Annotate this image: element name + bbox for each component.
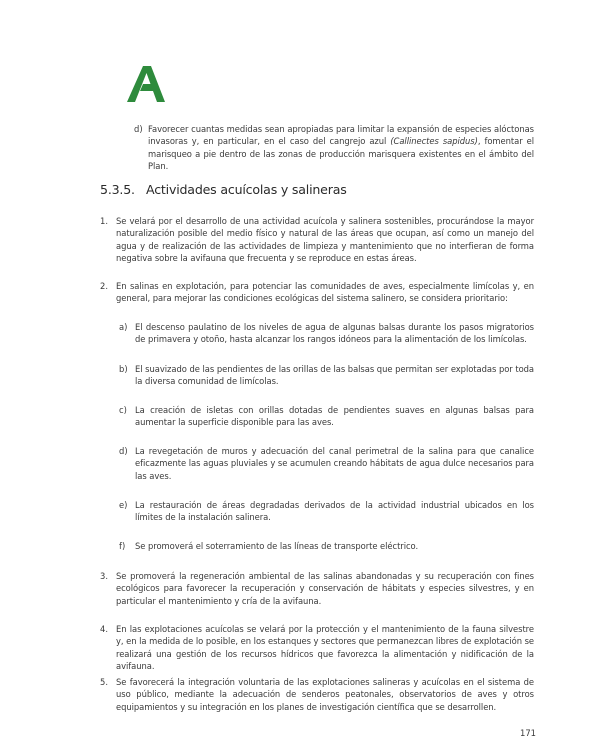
subitem-b-text: El suavizado de las pendientes de las orillas de las balsas que permitan ser explotadas por toda la diversa comunidad de limícolas. bbox=[135, 364, 534, 387]
subitem-f-marker: f) bbox=[119, 541, 126, 551]
item-1-text: Se velará por el desarrollo de una actividad acuícola y salinera sostenibles, procurándose la mayor naturalización posible del medio físico y natural de las áreas que ocupan, así como un manejo del agua y de realización de las actividades de limpieza y mantenimiento que no interfieran de forma negativa sobre la avifauna que frecuenta y se reproduce en estas áreas. bbox=[116, 216, 534, 264]
item-5-marker: 5. bbox=[100, 677, 108, 687]
item-1-marker: 1. bbox=[100, 216, 108, 226]
junta-andalucia-logo-icon bbox=[126, 64, 166, 104]
item-4-marker: 4. bbox=[100, 624, 108, 634]
item-5-text: Se favorecerá la integración voluntaria de las explotaciones salineras y acuícolas en el sistema de uso público, mediante la adecuación de senderos peatonales, observatorios de aves y otros equipamientos y su integración en los planes de investigación científica que se desarrollen. bbox=[116, 677, 534, 712]
subitem-c-marker: c) bbox=[119, 405, 127, 415]
subitem-b-marker: b) bbox=[119, 364, 128, 374]
section-title: Actividades acuícolas y salineras bbox=[146, 182, 347, 197]
subitem-d-marker: d) bbox=[119, 446, 128, 456]
subitem-e-marker: e) bbox=[119, 500, 128, 510]
item-3-marker: 3. bbox=[100, 571, 108, 581]
item-4-text: En las explotaciones acuícolas se velará por la protección y el mantenimiento de la fauna silvestre y, en la medida de lo posible, en los estanques y sectores que permanezcan libres de explotación se realizará una gestión de los recursos hídricos que favorezca la alimentación y nidificación de la avifauna. bbox=[116, 624, 534, 672]
item-d-top-text: Favorecer cuantas medidas sean apropiadas para limitar la expansión de especies alóctonas invasoras y, en particular, en el caso del cangrejo azul (Callinectes sapidus), fomentar el marisqueo a pie dentro de las zonas de producción marisquera existentes en el ámbito del Plan. bbox=[148, 124, 534, 172]
item-2-marker: 2. bbox=[100, 281, 108, 291]
section-heading bbox=[100, 182, 400, 198]
subitem-d-text: La revegetación de muros y adecuación del canal perimetral de la salina para que canalice eficazmente las aguas pluviales y se acumulen creando hábitats de agua dulce necesarios para las aves. bbox=[135, 446, 534, 481]
species-name: (Callinectes sapidus) bbox=[390, 136, 478, 147]
subitem-e-text: La restauración de áreas degradadas derivados de la actividad industrial ubicados en los límites de la instalación salinera. bbox=[135, 500, 534, 523]
subitem-a-marker: a) bbox=[119, 322, 128, 332]
section-number: 5.3.5. bbox=[100, 182, 135, 197]
page-number: 171 bbox=[520, 728, 536, 738]
subitem-a-text: El descenso paulatino de los niveles de agua de algunas balsas durante los pasos migratorios de primavera y otoño, hasta alcanzar los rangos idóneos para la alimentación de los limícolas. bbox=[135, 322, 534, 345]
subitem-f-text: Se promoverá el soterramiento de las líneas de transporte eléctrico. bbox=[135, 541, 419, 551]
item-3-text: Se promoverá la regeneración ambiental de las salinas abandonadas y su recuperación con fines ecológicos para favorecer la recuperación y conservación de hábitats y especies silvestres, y en particular el mantenimiento y cría de la avifauna. bbox=[116, 571, 534, 606]
item-d-top-marker: d) bbox=[134, 124, 143, 134]
subitem-c-text: La creación de isletas con orillas dotadas de pendientes suaves en algunas balsas para aumentar la superficie disponible para las aves. bbox=[135, 405, 534, 428]
item-2-text: En salinas en explotación, para potenciar las comunidades de aves, especialmente limícolas y, en general, para mejorar las condiciones ecológicas del sistema salinero, se considera prioritario: bbox=[116, 281, 534, 304]
